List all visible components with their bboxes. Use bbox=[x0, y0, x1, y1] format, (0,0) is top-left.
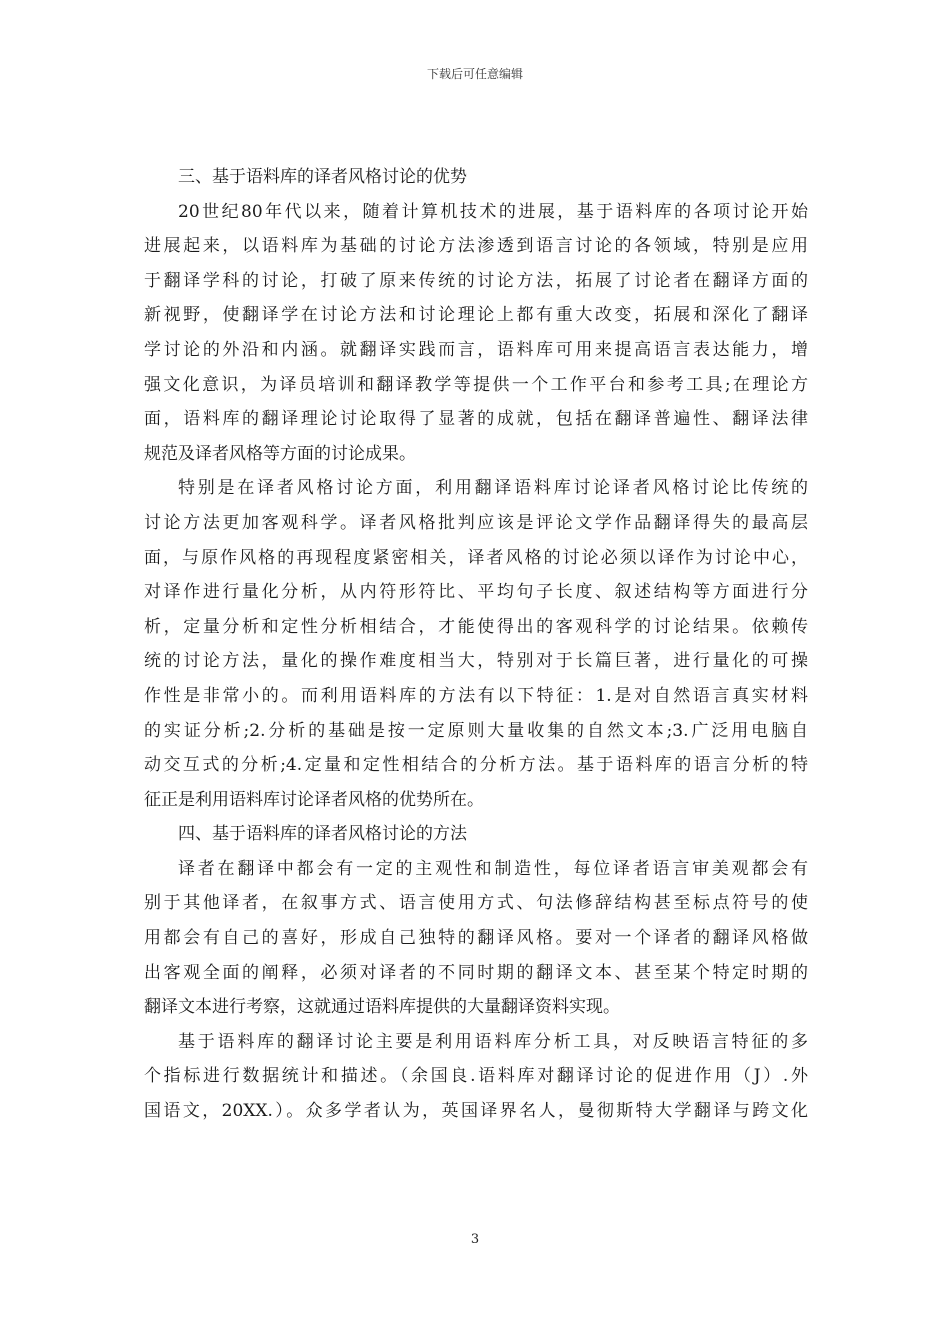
text-line: 动交互式的分析;4.定量和定性相结合的分析方法。基于语料库的语言分析的特 bbox=[144, 755, 808, 776]
text-line: 征正是利用语料库讨论译者风格的优势所在。 bbox=[144, 789, 484, 810]
text-line: 面，与原作风格的再现程度紧密相关，译者风格的讨论必须以译作为讨论中心， bbox=[144, 547, 808, 568]
text-line: 对译作进行量化分析，从内符形符比、平均句子长度、叙述结构等方面进行分 bbox=[144, 582, 808, 603]
text-line: 译者在翻译中都会有一定的主观性和制造性，每位译者语言审美观都会有 bbox=[178, 858, 808, 879]
text-line: 强文化意识，为译员培训和翻译教学等提供一个工作平台和参考工具;在理论方 bbox=[144, 374, 808, 395]
text-line: 基于语料库的翻译讨论主要是利用语料库分析工具，对反映语言特征的多 bbox=[178, 1031, 808, 1052]
text-line: 统的讨论方法，量化的操作难度相当大，特别对于长篇巨著，进行量化的可操 bbox=[144, 651, 808, 672]
text-line: 用都会有自己的喜好，形成自己独特的翻译风格。要对一个译者的翻译风格做 bbox=[144, 928, 808, 949]
text-line: 进展起来，以语料库为基础的讨论方法渗透到语言讨论的各领域，特别是应用 bbox=[144, 236, 808, 257]
text-line: 学讨论的外沿和内涵。就翻译实践而言，语料库可用来提高语言表达能力，增 bbox=[144, 339, 808, 360]
text-line: 翻译文本进行考察，这就通过语料库提供的大量翻译资料实现。 bbox=[144, 997, 620, 1018]
page-header: 下载后可任意编辑 bbox=[426, 67, 523, 81]
text-line: 个指标进行数据统计和描述。（余国良.语料库对翻译讨论的促进作用（J）.外 bbox=[144, 1066, 808, 1087]
text-line: 于翻译学科的讨论，打破了原来传统的讨论方法，拓展了讨论者在翻译方面的 bbox=[144, 270, 808, 291]
text-line: 析，定量分析和定性分析相结合，才能使得出的客观科学的讨论结果。依赖传 bbox=[144, 616, 808, 637]
section-heading: 四、基于语料库的译者风格讨论的方法 bbox=[178, 824, 467, 845]
text-line: 特别是在译者风格讨论方面，利用翻译语料库讨论译者风格讨论比传统的 bbox=[178, 478, 808, 499]
text-line: 讨论方法更加客观科学。译者风格批判应该是评论文学作品翻译得失的最高层 bbox=[144, 512, 808, 533]
text-line: 面，语料库的翻译理论讨论取得了显著的成就，包括在翻译普遍性、翻译法律 bbox=[144, 409, 808, 430]
text-line: 国语文，20XX.）。众多学者认为，英国译界名人，曼彻斯特大学翻译与跨文化 bbox=[144, 1101, 808, 1122]
text-line: 规范及译者风格等方面的讨论成果。 bbox=[144, 443, 416, 464]
text-line: 的实证分析;2.分析的基础是按一定原则大量收集的自然文本;3.广泛用电脑自 bbox=[144, 720, 808, 741]
text-line: 作性是非常小的。而利用语料库的方法有以下特征：1.是对自然语言真实材料 bbox=[144, 685, 808, 706]
text-line: 出客观全面的阐释，必须对译者的不同时期的翻译文本、甚至某个特定时期的 bbox=[144, 962, 808, 983]
document-body bbox=[144, 160, 808, 1129]
section-heading: 三、基于语料库的译者风格讨论的优势 bbox=[178, 167, 467, 187]
text-line: 20世纪80年代以来，随着计算机技术的进展，基于语料库的各项讨论开始 bbox=[178, 201, 808, 222]
text-line: 别于其他译者，在叙事方式、语言使用方式、句法修辞结构甚至标点符号的使 bbox=[144, 893, 808, 914]
page-number: 3 bbox=[470, 1232, 480, 1247]
text-line: 新视野，使翻译学在讨论方法和讨论理论上都有重大改变，拓展和深化了翻译 bbox=[144, 305, 808, 326]
